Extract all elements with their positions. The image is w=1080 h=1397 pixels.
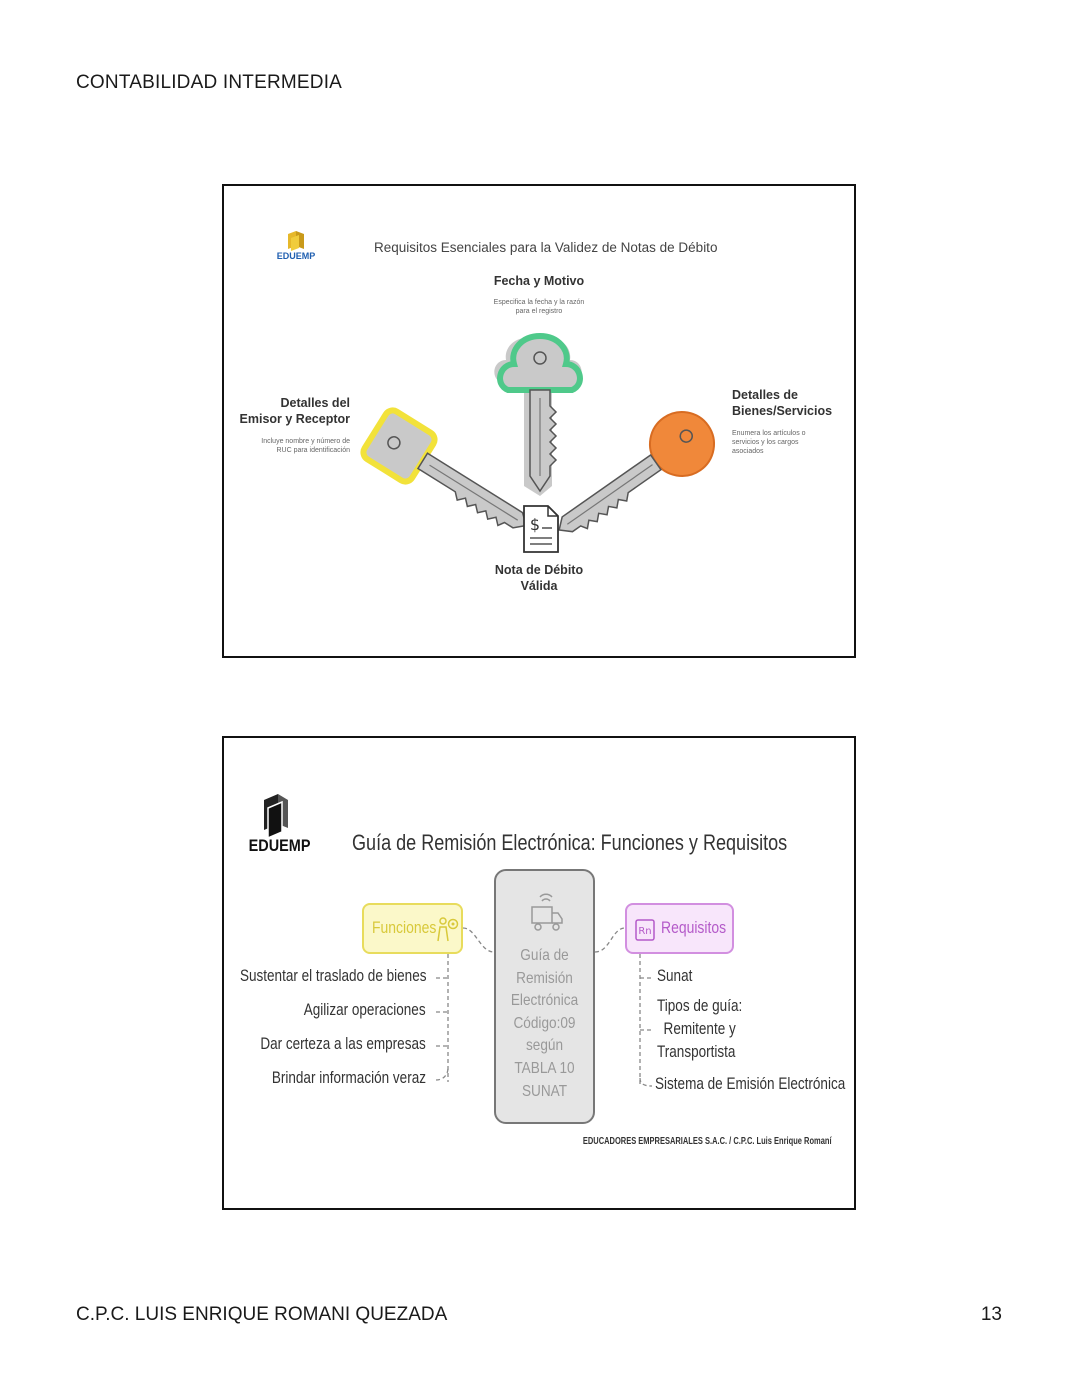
funciones-box	[362, 903, 463, 954]
requisitos-label: Requisitos	[661, 918, 727, 937]
left-desc-line2: RUC para identificación	[276, 447, 350, 454]
page-header: CONTABILIDAD INTERMEDIA	[76, 72, 343, 93]
right-label-desc	[732, 429, 856, 456]
top-desc-line1: Especifica la fecha y la razón	[493, 299, 585, 306]
right-title-line1: Detalles de	[732, 388, 799, 402]
page-footer-author: C.P.C. LUIS ENRIQUE ROMANI QUEZADA	[76, 1304, 448, 1325]
requisito-item-2-line2: Remitente y	[663, 1020, 736, 1038]
eduemp-logo	[272, 230, 320, 264]
right-title-line2: Bienes/Servicios	[732, 404, 833, 418]
right-desc-line2: servicios y los cargos	[732, 439, 799, 446]
requirements-doc-icon	[635, 919, 655, 941]
svg-text:Rn: Rn	[638, 926, 652, 937]
green-key-icon	[494, 336, 581, 496]
delivery-truck-icon	[528, 889, 564, 935]
center-line-4: Código:09	[513, 1014, 576, 1032]
center-line-7: SUNAT	[521, 1082, 568, 1100]
requisito-item-2	[657, 995, 742, 1064]
slide2-title: Guía de Remisión Electrónica: Funciones y Requisitos	[352, 830, 788, 855]
funcion-item-4: Brindar información veraz	[271, 1069, 426, 1087]
funcion-item-1: Sustentar el traslado de bienes	[239, 967, 426, 985]
left-title-line2: Emisor y Receptor	[239, 412, 350, 426]
requisito-item-2-line3: Transportista	[657, 1043, 736, 1061]
left-label-desc	[224, 437, 350, 455]
yellow-key-icon	[360, 407, 541, 549]
right-desc-line1: Enumera los artículos o	[732, 430, 806, 437]
keys-illustration	[354, 326, 734, 566]
invoice-document-icon	[524, 506, 558, 552]
requisito-item-2-line1: Tipos de guía:	[657, 997, 743, 1015]
left-desc-line1: Incluye nombre y número de	[261, 438, 350, 445]
requisitos-box	[625, 903, 734, 954]
svg-text:$: $	[529, 515, 541, 534]
requisito-item-3: Sistema de Emisión Electrónica	[655, 1075, 846, 1093]
person-gear-icon	[436, 915, 460, 943]
logo-text: EDUEMP	[276, 251, 316, 261]
center-text	[503, 945, 585, 1103]
center-guide-box	[494, 869, 595, 1124]
left-title-line1: Detalles del	[280, 396, 350, 410]
center-line-6: TABLA 10	[514, 1059, 575, 1077]
orange-key-icon	[541, 399, 727, 556]
center-line-2: Remisión	[516, 969, 573, 987]
bottom-label	[454, 562, 624, 594]
slide-debit-note-requirements	[222, 184, 856, 658]
funcion-item-3: Dar certeza a las empresas	[260, 1035, 426, 1053]
slide2-credit: EDUCADORES EMPRESARIALES S.A.C. / C.P.C. Luis Enrique Romaní	[583, 1136, 832, 1147]
slide1-title: Requisitos Esenciales para la Validez de Notas de Débito	[374, 240, 718, 255]
funcion-item-2: Agilizar operaciones	[304, 1001, 426, 1019]
right-label-title	[732, 387, 856, 419]
funciones-label: Funciones	[372, 918, 437, 937]
page-number: 13	[980, 1304, 1002, 1325]
left-label-title	[224, 395, 350, 427]
top-desc-line2: para el registro	[515, 308, 563, 315]
bottom-line2: Válida	[520, 579, 558, 593]
bottom-line1: Nota de Débito	[494, 563, 584, 577]
top-label-desc	[454, 298, 624, 316]
center-line-1: Guía de	[520, 947, 569, 964]
slide-remission-guide	[222, 736, 856, 1210]
right-desc-line3: asociados	[732, 448, 764, 455]
logo-text-2: EDUEMP	[248, 836, 311, 855]
center-line-3: Electrónica	[510, 992, 579, 1010]
center-line-5: según	[525, 1037, 564, 1055]
top-label-title: Fecha y Motivo	[493, 274, 585, 288]
requisito-item-1: Sunat	[657, 967, 693, 985]
